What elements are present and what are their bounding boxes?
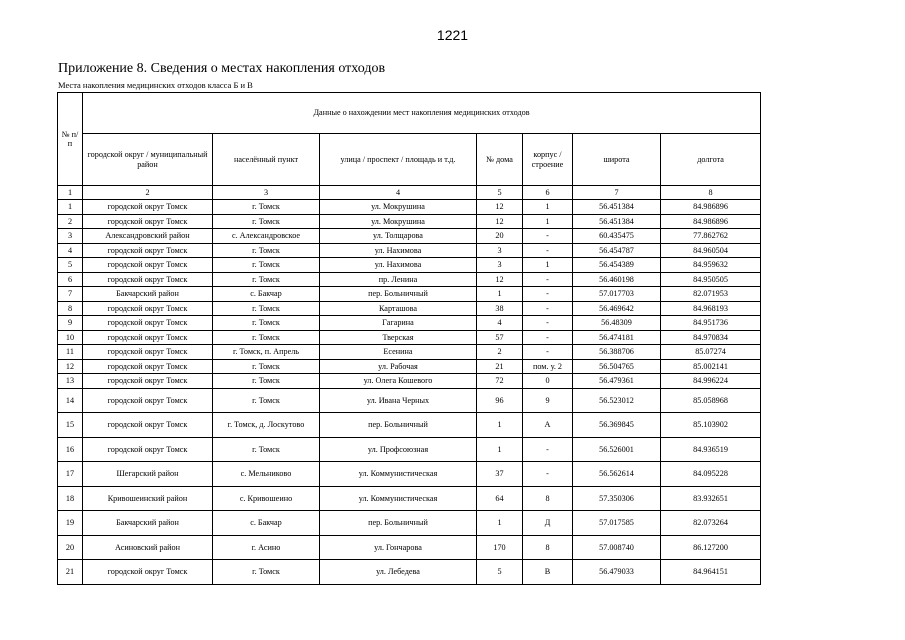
cell-district: Кривошеинский район bbox=[83, 486, 213, 511]
cell-settlement: г. Асино bbox=[213, 535, 320, 560]
cell-longitude: 85.058968 bbox=[661, 388, 761, 413]
cell-building: - bbox=[523, 330, 573, 345]
page-number: 1221 bbox=[436, 27, 469, 43]
cell-latitude: 56.479033 bbox=[573, 560, 661, 585]
cell-district: Бакчарский район bbox=[83, 511, 213, 536]
column-header-settlement: населённый пункт bbox=[213, 134, 320, 186]
column-header-longitude: долгота bbox=[661, 134, 761, 186]
cell-district: городской округ Томск bbox=[83, 413, 213, 438]
cell-settlement: г. Томск bbox=[213, 359, 320, 374]
table-row bbox=[58, 511, 761, 536]
cell-longitude: 85.002141 bbox=[661, 359, 761, 374]
cell-latitude: 60.435475 bbox=[573, 229, 661, 244]
cell-street: ул. Толщарова bbox=[320, 229, 477, 244]
cell-house: 1 bbox=[477, 287, 523, 302]
table-row bbox=[58, 535, 761, 560]
cell-house: 20 bbox=[477, 229, 523, 244]
cell-latitude: 56.474181 bbox=[573, 330, 661, 345]
cell-district: Александровский район bbox=[83, 229, 213, 244]
waste-sites-table bbox=[57, 92, 761, 585]
cell-house: 12 bbox=[477, 214, 523, 229]
cell-longitude: 84.970834 bbox=[661, 330, 761, 345]
cell-district: Шегарский район bbox=[83, 462, 213, 487]
cell-settlement: с. Александровское bbox=[213, 229, 320, 244]
cell-latitude: 56.523012 bbox=[573, 388, 661, 413]
cell-district: городской округ Томск bbox=[83, 200, 213, 215]
cell-latitude: 57.017585 bbox=[573, 511, 661, 536]
cell-street: ул. Олега Кошевого bbox=[320, 374, 477, 389]
cell-district: Асиновский район bbox=[83, 535, 213, 560]
cell-longitude: 84.986896 bbox=[661, 200, 761, 215]
cell-street: ул. Нахимова bbox=[320, 258, 477, 273]
cell-street: пер. Больничный bbox=[320, 511, 477, 536]
cell-building: - bbox=[523, 272, 573, 287]
column-number: 8 bbox=[661, 186, 761, 200]
cell-longitude: 84.986896 bbox=[661, 214, 761, 229]
document-subtitle: Места накопления медицинских отходов класса Б и В bbox=[58, 80, 253, 90]
cell-building: 8 bbox=[523, 535, 573, 560]
cell-settlement: с. Мельниково bbox=[213, 462, 320, 487]
cell-number: 21 bbox=[58, 560, 83, 585]
cell-latitude: 56.562614 bbox=[573, 462, 661, 487]
cell-latitude: 56.479361 bbox=[573, 374, 661, 389]
cell-street: пер. Больничный bbox=[320, 413, 477, 438]
column-number: 1 bbox=[58, 186, 83, 200]
table-row bbox=[58, 359, 761, 374]
cell-number: 4 bbox=[58, 243, 83, 258]
cell-latitude: 56.451384 bbox=[573, 214, 661, 229]
cell-street: Тверская bbox=[320, 330, 477, 345]
cell-house: 21 bbox=[477, 359, 523, 374]
cell-building: 1 bbox=[523, 214, 573, 229]
cell-building: - bbox=[523, 229, 573, 244]
cell-number: 15 bbox=[58, 413, 83, 438]
cell-district: городской округ Томск bbox=[83, 272, 213, 287]
cell-building: - bbox=[523, 301, 573, 316]
cell-number: 6 bbox=[58, 272, 83, 287]
cell-latitude: 56.460198 bbox=[573, 272, 661, 287]
column-number: 7 bbox=[573, 186, 661, 200]
table-row bbox=[58, 413, 761, 438]
cell-street: Карташова bbox=[320, 301, 477, 316]
cell-building: 8 bbox=[523, 486, 573, 511]
cell-house: 96 bbox=[477, 388, 523, 413]
cell-street: ул. Мокрушина bbox=[320, 200, 477, 215]
cell-number: 7 bbox=[58, 287, 83, 302]
cell-house: 3 bbox=[477, 258, 523, 273]
cell-house: 2 bbox=[477, 345, 523, 360]
cell-longitude: 84.959632 bbox=[661, 258, 761, 273]
cell-number: 3 bbox=[58, 229, 83, 244]
column-number: 3 bbox=[213, 186, 320, 200]
cell-settlement: с. Бакчар bbox=[213, 511, 320, 536]
cell-number: 17 bbox=[58, 462, 83, 487]
table-row bbox=[58, 229, 761, 244]
cell-number: 8 bbox=[58, 301, 83, 316]
cell-number: 2 bbox=[58, 214, 83, 229]
cell-building: - bbox=[523, 316, 573, 331]
cell-number: 12 bbox=[58, 359, 83, 374]
column-number: 5 bbox=[477, 186, 523, 200]
cell-building: В bbox=[523, 560, 573, 585]
cell-street: ул. Гончарова bbox=[320, 535, 477, 560]
column-numbering-row bbox=[58, 186, 761, 200]
table-row bbox=[58, 345, 761, 360]
cell-district: городской округ Томск bbox=[83, 243, 213, 258]
cell-number: 5 bbox=[58, 258, 83, 273]
cell-latitude: 56.504765 bbox=[573, 359, 661, 374]
column-header-latitude: широта bbox=[573, 134, 661, 186]
cell-building: А bbox=[523, 413, 573, 438]
cell-street: ул. Профсоюзная bbox=[320, 437, 477, 462]
cell-district: городской округ Томск bbox=[83, 374, 213, 389]
cell-building: - bbox=[523, 243, 573, 258]
cell-latitude: 56.451384 bbox=[573, 200, 661, 215]
cell-settlement: г. Томск bbox=[213, 272, 320, 287]
cell-latitude: 57.008740 bbox=[573, 535, 661, 560]
cell-street: Есенина bbox=[320, 345, 477, 360]
cell-longitude: 84.960504 bbox=[661, 243, 761, 258]
column-header-house: № дома bbox=[477, 134, 523, 186]
table-row bbox=[58, 462, 761, 487]
table-row bbox=[58, 486, 761, 511]
cell-house: 5 bbox=[477, 560, 523, 585]
cell-number: 10 bbox=[58, 330, 83, 345]
table-row bbox=[58, 316, 761, 331]
cell-street: ул. Коммунистическая bbox=[320, 462, 477, 487]
cell-settlement: г. Томск, д. Лоскутово bbox=[213, 413, 320, 438]
column-header-district: городской округ / муниципальный район bbox=[83, 134, 213, 186]
cell-street: ул. Нахимова bbox=[320, 243, 477, 258]
cell-building: 9 bbox=[523, 388, 573, 413]
cell-building: - bbox=[523, 345, 573, 360]
cell-latitude: 57.017703 bbox=[573, 287, 661, 302]
cell-district: городской округ Томск bbox=[83, 301, 213, 316]
cell-street: ул. Ивана Черных bbox=[320, 388, 477, 413]
cell-settlement: с. Бакчар bbox=[213, 287, 320, 302]
cell-longitude: 85.103902 bbox=[661, 413, 761, 438]
cell-building: Д bbox=[523, 511, 573, 536]
cell-building: - bbox=[523, 287, 573, 302]
cell-longitude: 85.07274 bbox=[661, 345, 761, 360]
table-body bbox=[58, 186, 761, 585]
cell-settlement: г. Томск bbox=[213, 200, 320, 215]
cell-longitude: 84.950505 bbox=[661, 272, 761, 287]
cell-house: 12 bbox=[477, 272, 523, 287]
cell-district: Бакчарский район bbox=[83, 287, 213, 302]
group-header: Данные о нахождении мест накопления медицинских отходов bbox=[83, 93, 761, 134]
cell-district: городской округ Томск bbox=[83, 258, 213, 273]
cell-longitude: 84.996224 bbox=[661, 374, 761, 389]
cell-street: пер. Больничный bbox=[320, 287, 477, 302]
cell-latitude: 57.350306 bbox=[573, 486, 661, 511]
cell-number: 19 bbox=[58, 511, 83, 536]
column-number: 4 bbox=[320, 186, 477, 200]
cell-number: 14 bbox=[58, 388, 83, 413]
cell-house: 170 bbox=[477, 535, 523, 560]
column-header-number: № п/п bbox=[58, 93, 83, 186]
cell-building: 0 bbox=[523, 374, 573, 389]
cell-number: 16 bbox=[58, 437, 83, 462]
table-row bbox=[58, 388, 761, 413]
table-row bbox=[58, 243, 761, 258]
table-header-row bbox=[58, 134, 761, 186]
cell-longitude: 82.073264 bbox=[661, 511, 761, 536]
cell-district: городской округ Томск bbox=[83, 359, 213, 374]
table-row bbox=[58, 301, 761, 316]
cell-district: городской округ Томск bbox=[83, 316, 213, 331]
cell-house: 37 bbox=[477, 462, 523, 487]
cell-settlement: г. Томск bbox=[213, 316, 320, 331]
cell-street: ул. Коммунистическая bbox=[320, 486, 477, 511]
cell-street: Гагарина bbox=[320, 316, 477, 331]
cell-house: 38 bbox=[477, 301, 523, 316]
cell-settlement: г. Томск bbox=[213, 374, 320, 389]
cell-street: пр. Ленина bbox=[320, 272, 477, 287]
cell-district: городской округ Томск bbox=[83, 345, 213, 360]
cell-longitude: 84.964151 bbox=[661, 560, 761, 585]
cell-building: пом. у. 2 bbox=[523, 359, 573, 374]
cell-latitude: 56.48309 bbox=[573, 316, 661, 331]
cell-latitude: 56.454389 bbox=[573, 258, 661, 273]
table-row bbox=[58, 200, 761, 215]
table-row bbox=[58, 214, 761, 229]
cell-longitude: 84.951736 bbox=[661, 316, 761, 331]
cell-settlement: г. Томск, п. Апрель bbox=[213, 345, 320, 360]
cell-number: 11 bbox=[58, 345, 83, 360]
cell-longitude: 84.095228 bbox=[661, 462, 761, 487]
cell-district: городской округ Томск bbox=[83, 437, 213, 462]
cell-street: ул. Лебедева bbox=[320, 560, 477, 585]
cell-district: городской округ Томск bbox=[83, 388, 213, 413]
table-row bbox=[58, 374, 761, 389]
cell-longitude: 84.936519 bbox=[661, 437, 761, 462]
cell-number: 9 bbox=[58, 316, 83, 331]
cell-street: ул. Рабочая bbox=[320, 359, 477, 374]
cell-longitude: 82.071953 bbox=[661, 287, 761, 302]
cell-settlement: г. Томск bbox=[213, 330, 320, 345]
cell-settlement: г. Томск bbox=[213, 258, 320, 273]
cell-latitude: 56.469642 bbox=[573, 301, 661, 316]
cell-number: 20 bbox=[58, 535, 83, 560]
cell-number: 18 bbox=[58, 486, 83, 511]
cell-district: городской округ Томск bbox=[83, 560, 213, 585]
column-number: 6 bbox=[523, 186, 573, 200]
cell-number: 1 bbox=[58, 200, 83, 215]
cell-longitude: 84.968193 bbox=[661, 301, 761, 316]
cell-house: 1 bbox=[477, 511, 523, 536]
cell-latitude: 56.454787 bbox=[573, 243, 661, 258]
cell-house: 12 bbox=[477, 200, 523, 215]
cell-building: 1 bbox=[523, 200, 573, 215]
cell-latitude: 56.526001 bbox=[573, 437, 661, 462]
cell-settlement: г. Томск bbox=[213, 388, 320, 413]
cell-street: ул. Мокрушина bbox=[320, 214, 477, 229]
cell-house: 57 bbox=[477, 330, 523, 345]
table-group-header-row bbox=[58, 93, 761, 134]
document-title: Приложение 8. Сведения о местах накопления отходов bbox=[58, 61, 386, 76]
cell-building: - bbox=[523, 462, 573, 487]
cell-settlement: г. Томск bbox=[213, 243, 320, 258]
cell-house: 3 bbox=[477, 243, 523, 258]
cell-longitude: 86.127200 bbox=[661, 535, 761, 560]
cell-building: 1 bbox=[523, 258, 573, 273]
column-header-street: улица / проспект / площадь и т.д. bbox=[320, 134, 477, 186]
cell-latitude: 56.388706 bbox=[573, 345, 661, 360]
cell-settlement: г. Томск bbox=[213, 437, 320, 462]
cell-settlement: с. Кривошеино bbox=[213, 486, 320, 511]
cell-house: 64 bbox=[477, 486, 523, 511]
cell-number: 13 bbox=[58, 374, 83, 389]
cell-district: городской округ Томск bbox=[83, 330, 213, 345]
cell-house: 1 bbox=[477, 413, 523, 438]
cell-settlement: г. Томск bbox=[213, 301, 320, 316]
cell-settlement: г. Томск bbox=[213, 560, 320, 585]
table-row bbox=[58, 330, 761, 345]
cell-house: 4 bbox=[477, 316, 523, 331]
cell-building: - bbox=[523, 437, 573, 462]
cell-house: 72 bbox=[477, 374, 523, 389]
table-row bbox=[58, 287, 761, 302]
cell-settlement: г. Томск bbox=[213, 214, 320, 229]
table-row bbox=[58, 272, 761, 287]
column-header-building: корпус / строение bbox=[523, 134, 573, 186]
column-number: 2 bbox=[83, 186, 213, 200]
cell-longitude: 83.932651 bbox=[661, 486, 761, 511]
cell-longitude: 77.862762 bbox=[661, 229, 761, 244]
cell-district: городской округ Томск bbox=[83, 214, 213, 229]
table-row bbox=[58, 258, 761, 273]
cell-latitude: 56.369845 bbox=[573, 413, 661, 438]
table-row bbox=[58, 560, 761, 585]
table-row bbox=[58, 437, 761, 462]
cell-house: 1 bbox=[477, 437, 523, 462]
